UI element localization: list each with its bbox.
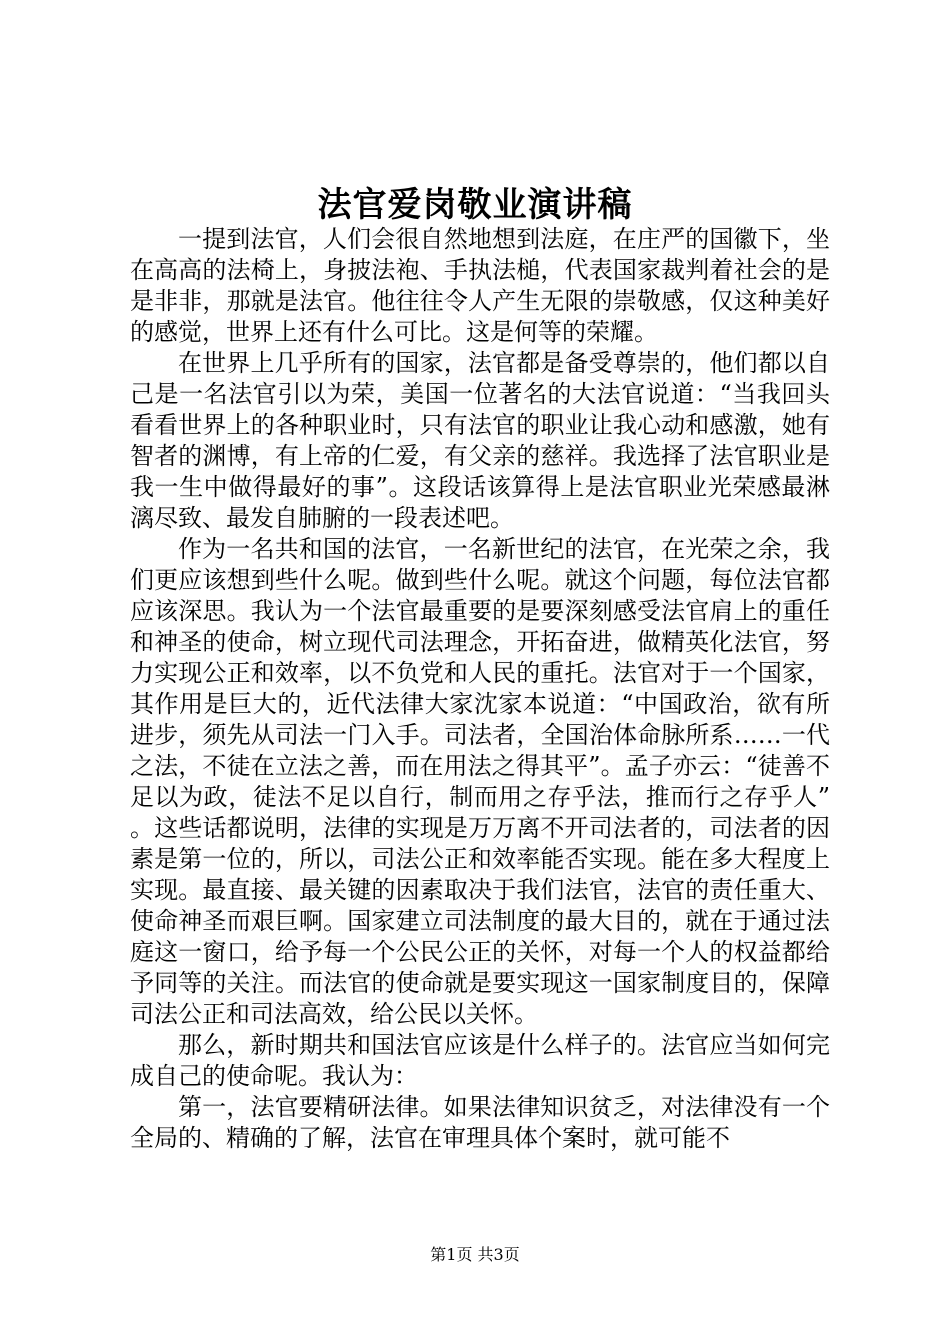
paragraph-5: 第一，法官要精研法律。如果法律知识贫乏，对法律没有一个全局的、精确的了解，法官在审理具体个案时，就可能不 [130,1093,830,1152]
document-body [130,224,830,1154]
paragraph-2: 在世界上几乎所有的国家，法官都是备受尊崇的，他们都以自己是一名法官引以为荣，美国一位著名的大法官说道：“当我回头看看世界上的各种职业时，只有法官的职业让我心动和感激，她有智者的渊博，有上帝的仁爱，有父亲的慈祥。我选择了法官职业是我一生中做得最好的事”。这段话该算得上是法官职业光荣感最淋漓尽致、最发自肺腑的一段表述吧。 [130,349,830,532]
paragraph-4: 那么，新时期共和国法官应该是什么样子的。法官应当如何完成自己的使命呢。我认为： [130,1031,830,1090]
paragraph-1: 一提到法官，人们会很自然地想到法庭，在庄严的国徽下，坐在高高的法椅上，身披法袍、手执法槌，代表国家裁判着社会的是是非非，那就是法官。他往往令人产生无限的崇敬感，仅这种美好的感觉，世界上还有什么可比。这是何等的荣耀。 [130,225,830,346]
page-number-footer: 第1页 共3页 [430,1245,520,1264]
document-title: 法官爱岗敬业演讲稿 [317,185,633,225]
paragraph-3: 作为一名共和国的法官，一名新世纪的法官，在光荣之余，我们更应该想到些什么呢。做到些什么呢。就这个问题，每位法官都应该深思。我认为一个法官最重要的是要深刻感受法官肩上的重任和神圣的使命，树立现代司法理念，开拓奋进，做精英化法官，努力实现公正和效率，以不负党和人民的重托。法官对于一个国家，其作用是巨大的，近代法律大家沈家本说道：“中国政治，欲有所进步，须先从司法一门入手。司法者，全国治体命脉所系……一代之法，不徒在立法之善，而在用法之得其平”。孟子亦云：“徒善不足以为政，徒法不足以自行，制而用之存乎法，推而行之存乎人”。这些话都说明，法律的实现是万万离不开司法者的，司法者的因素是第一位的，所以，司法公正和效率能否实现。能在多大程度上实现。最直接、最关键的因素取决于我们法官，法官的责任重大、使命神圣而艰巨啊。国家建立司法制度的最大目的，就在于通过法庭这一窗口，给予每一个公民公正的关怀，对每一个人的权益都给予同等的关注。而法官的使命就是要实现这一国家制度目的，保障司法公正和司法高效，给公民以关怀。 [130,535,830,1028]
